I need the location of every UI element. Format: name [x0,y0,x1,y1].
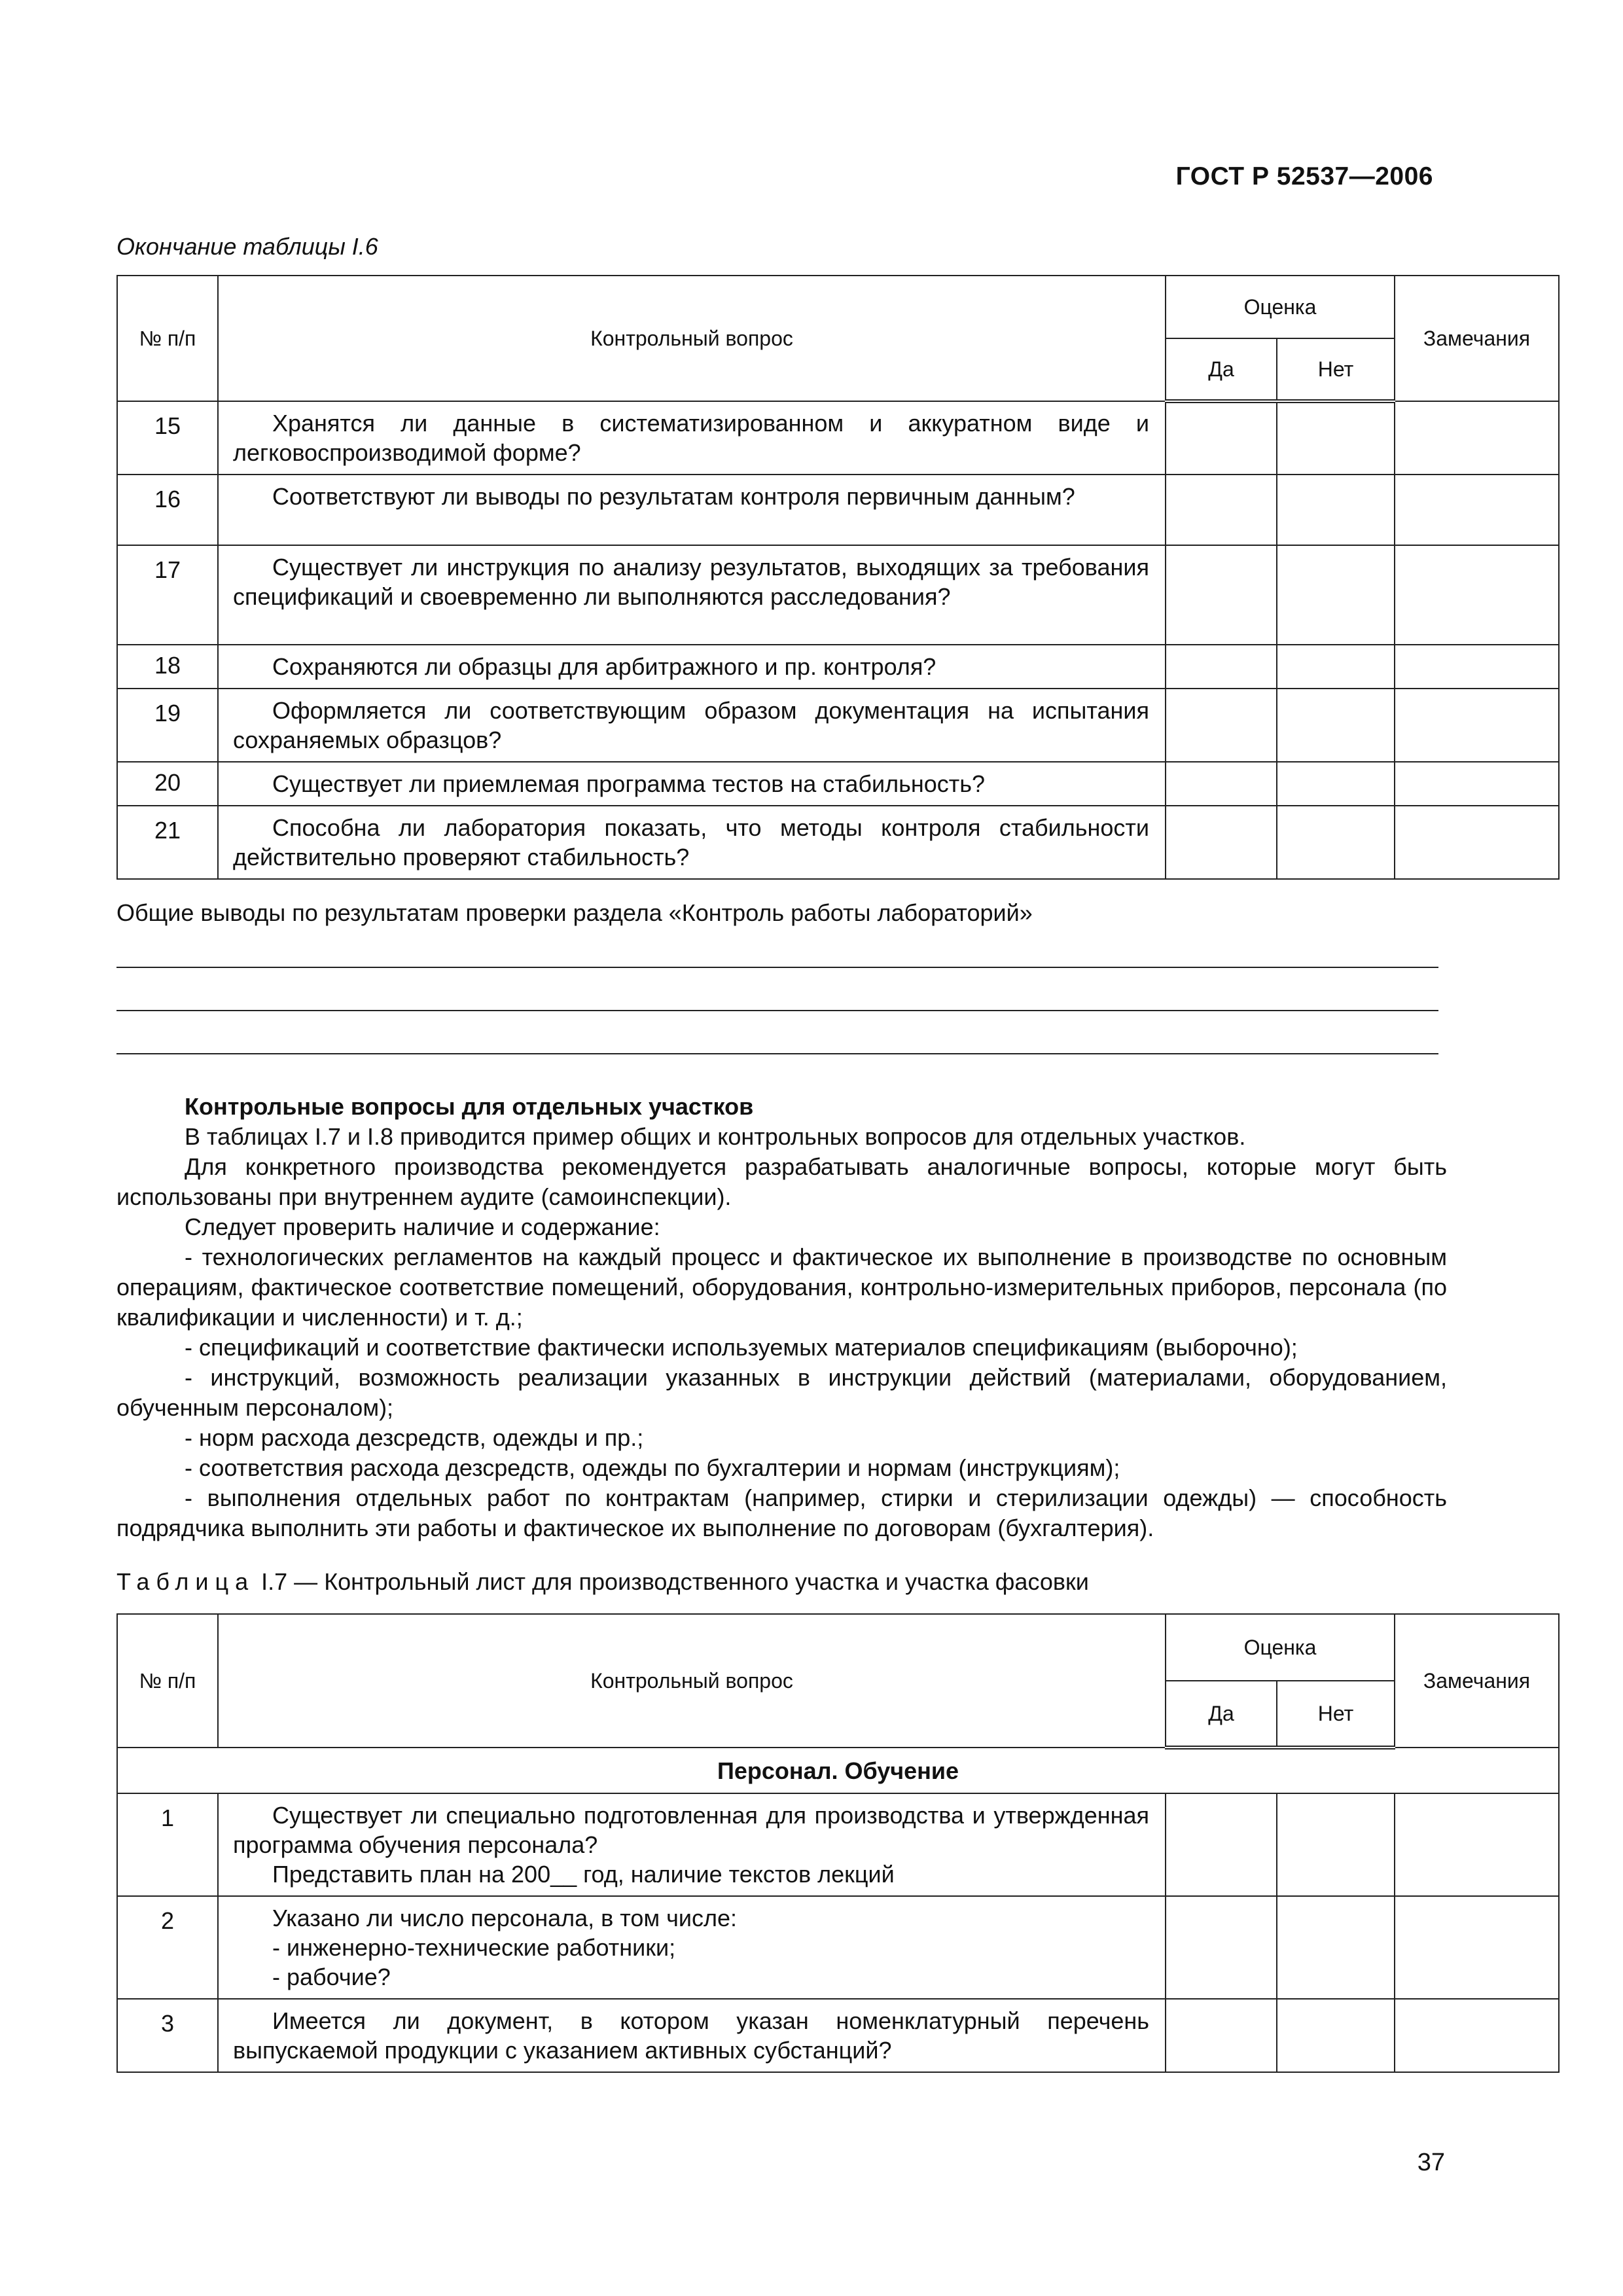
yes-cell[interactable] [1166,689,1277,762]
question-text: Существует ли приемлемая программа тестов на стабильность? [272,770,986,797]
notes-cell[interactable] [1395,806,1559,879]
header-score: Оценка [1166,276,1395,338]
conclusion-line-3[interactable] [116,1053,1438,1054]
notes-cell[interactable] [1395,762,1559,806]
question-text: Соответствуют ли выводы по результатам контроля первичным данным? [272,483,1075,510]
section-paragraph-1: В таблицах I.7 и I.8 приводится пример общих и контрольных вопросов для отдельных участков. [185,1123,1246,1150]
header-score: Оценка [1166,1614,1395,1681]
table-continuation-caption: Окончание таблицы I.6 [116,233,378,260]
question-text: Указано ли число персонала, в том числе: [272,1905,738,1931]
question-text: Хранятся ли данные в систематизированном и аккуратном виде и легковоспроизводимой форме? [233,410,1149,466]
yes-cell[interactable] [1166,762,1277,806]
row-number: 2 [117,1896,218,1999]
question-text: Существует ли инструкция по анализу результатов, выходящих за требования спецификаций и своевременно ли выполняются расследования? [233,554,1149,610]
header-question: Контрольный вопрос [218,276,1166,401]
bullet-item: - спецификаций и соответствие фактически используемых материалов спецификациям (выборочно); [185,1334,1298,1361]
notes-cell[interactable] [1395,1793,1559,1896]
yes-cell[interactable] [1166,645,1277,689]
row-number: 17 [117,545,218,645]
page-number: 37 [1417,2149,1445,2176]
table-row [117,401,1559,475]
header-yes: Да [1166,1681,1277,1748]
notes-cell[interactable] [1395,401,1559,475]
question-text: Представить план на 200__ год, наличие текстов лекций [272,1861,895,1888]
bullet-item: - норм расхода дезсредств, одежды и пр.; [185,1424,644,1451]
no-cell[interactable] [1277,1896,1395,1999]
row-number: 16 [117,475,218,545]
no-cell[interactable] [1277,1999,1395,2072]
table-i7 [116,1613,1560,2073]
yes-cell[interactable] [1166,545,1277,645]
table-row [117,1793,1559,1896]
table-row [117,689,1559,762]
yes-cell[interactable] [1166,1999,1277,2072]
row-number: 19 [117,689,218,762]
row-number: 20 [117,762,218,806]
no-cell[interactable] [1277,645,1395,689]
row-number: 1 [117,1793,218,1896]
question-text: Оформляется ли соответствующим образом документация на испытания сохраняемых образцов? [233,697,1149,753]
notes-cell[interactable] [1395,475,1559,545]
question-text: Сохраняются ли образцы для арбитражного и пр. контроля? [272,653,936,680]
yes-cell[interactable] [1166,1793,1277,1896]
conclusion-line-1[interactable] [116,967,1438,968]
section-paragraph-2: Для конкретного производства рекомендуется разрабатывать аналогичные вопросы, которые могут быть использованы при внутреннем аудите (самоинспекции). [116,1153,1447,1210]
question-text: - рабочие? [272,1964,391,1990]
row-number: 18 [117,645,218,689]
table-i7-caption [116,1568,1089,1596]
conclusions-label: Общие выводы по результатам проверки раздела «Контроль работы лабораторий» [116,899,1033,926]
table-row [117,545,1559,645]
no-cell[interactable] [1277,1793,1395,1896]
question-text: - инженерно-технические работники; [272,1934,676,1961]
yes-cell[interactable] [1166,1896,1277,1999]
header-no: Нет [1277,1681,1395,1748]
no-cell[interactable] [1277,475,1395,545]
question-text: Имеется ли документ, в котором указан номенклатурный перечень выпускаемой продукции с указанием активных субстанций? [233,2007,1149,2064]
no-cell[interactable] [1277,401,1395,475]
table-i6 [116,275,1560,880]
row-number: 21 [117,806,218,879]
header-question: Контрольный вопрос [218,1614,1166,1748]
header-no: Нет [1277,338,1395,401]
notes-cell[interactable] [1395,1999,1559,2072]
question-text: Способна ли лаборатория показать, что методы контроля стабильности действительно проверяют стабильность? [233,814,1149,870]
section-body [116,1092,1447,1543]
bullet-item: - технологических регламентов на каждый процесс и фактическое их выполнение в производстве по основным операциям, фактическое соответствие помещений, оборудования, контрольно-измерительных приборов, персонала (по квалификации и численности) и т. д.; [116,1244,1447,1331]
header-num: № п/п [117,1614,218,1748]
no-cell[interactable] [1277,762,1395,806]
table-row [117,475,1559,545]
yes-cell[interactable] [1166,806,1277,879]
conclusion-line-2[interactable] [116,1010,1438,1011]
header-notes: Замечания [1395,1614,1559,1748]
table-row [117,645,1559,689]
section-heading: Контрольные вопросы для отдельных участков [185,1093,754,1120]
header-yes: Да [1166,338,1277,401]
section-title-row: Персонал. Обучение [117,1748,1559,1793]
row-number: 3 [117,1999,218,2072]
header-num: № п/п [117,276,218,401]
caption-word: Таблица [116,1568,255,1595]
header-notes: Замечания [1395,276,1559,401]
question-text: Существует ли специально подготовленная для производства и утвержденная программа обучения персонала? [233,1802,1149,1858]
row-number: 15 [117,401,218,475]
bullet-item: - выполнения отдельных работ по контрактам (например, стирки и стерилизации одежды) — способность подрядчика выполнить эти работы и фактическое их выполнение по договорам (бухгалтерия). [116,1484,1447,1541]
notes-cell[interactable] [1395,645,1559,689]
yes-cell[interactable] [1166,401,1277,475]
table-row [117,1896,1559,1999]
table-row [117,762,1559,806]
yes-cell[interactable] [1166,475,1277,545]
notes-cell[interactable] [1395,545,1559,645]
section-paragraph-3: Следует проверить наличие и содержание: [185,1213,660,1240]
notes-cell[interactable] [1395,1896,1559,1999]
bullet-item: - инструкций, возможность реализации указанных в инструкции действий (материалами, оборудованием, обученным персоналом); [116,1364,1447,1421]
caption-text: I.7 — Контрольный лист для производственного участка и участка фасовки [255,1568,1089,1595]
table-row [117,806,1559,879]
no-cell[interactable] [1277,806,1395,879]
bullet-item: - соответствия расхода дезсредств, одежды по бухгалтерии и нормам (инструкциям); [185,1454,1120,1481]
standard-designation: ГОСТ Р 52537—2006 [1175,162,1433,190]
no-cell[interactable] [1277,545,1395,645]
notes-cell[interactable] [1395,689,1559,762]
table-row [117,1999,1559,2072]
no-cell[interactable] [1277,689,1395,762]
